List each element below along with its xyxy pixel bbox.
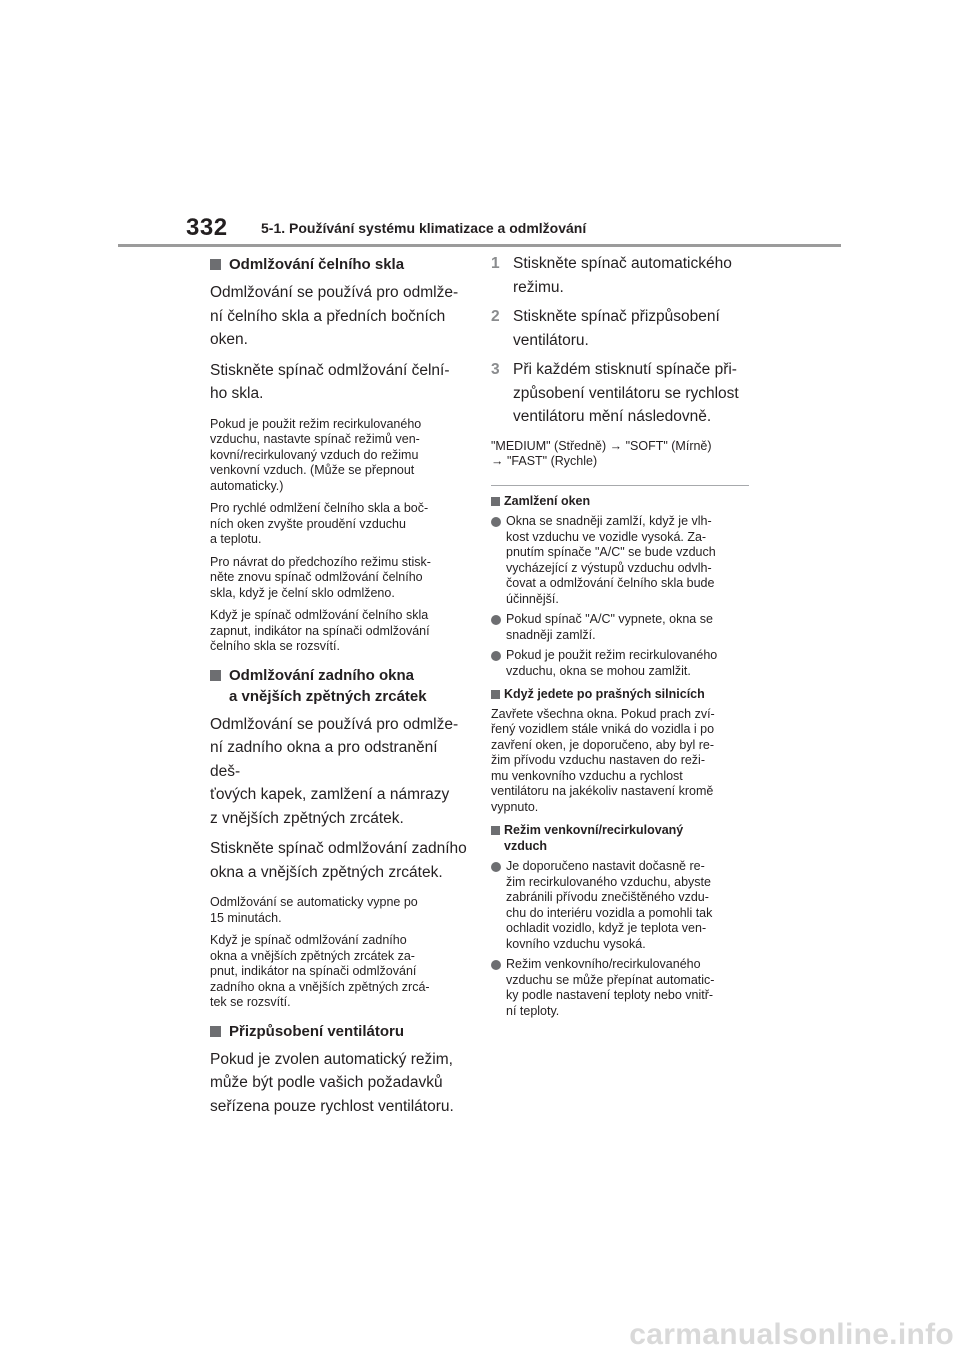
fogging-bullet-humidity: Okna se snadněji zamlží, když je vlh- kost vzduchu ve vozidle vysoká. Za- pnutím spínače "A/C" se bude vzduch vycházející z výstupů vzduchu odvlh- čovat a odmlžování čelního skla bude účinnější.	[491, 514, 753, 607]
fan-speed-sequence: "MEDIUM" (Středně) → "SOFT" (Mírně) → "FAST" (Rychle)	[491, 438, 712, 468]
windshield-defog-instruction: Stiskněte spínač odmlžování čelní- ho skla.	[210, 361, 450, 402]
windshield-defog-description: Odmlžování se používá pro odmlže- ní čelního skla a předních bočních oken.	[210, 284, 459, 348]
note-heading-air-mode: Režim venkovní/recirkulovaný vzduch	[491, 823, 753, 854]
step-1: 1 Stiskněte spínač automatického režimu.	[491, 252, 753, 299]
round-bullet-icon	[491, 651, 501, 661]
right-column	[491, 252, 753, 1019]
section-heading-rear-defog: Odmlžování zadního okna a vnějších zpětných zrcátek	[210, 665, 470, 707]
section-heading-fan-adjust: Přizpůsobení ventilátoru	[210, 1021, 470, 1042]
square-bullet-icon	[491, 497, 500, 506]
square-bullet-icon	[210, 1026, 221, 1037]
step-number: 1	[491, 255, 500, 272]
header-divider	[118, 244, 841, 247]
round-bullet-icon	[491, 960, 501, 970]
air-mode-bullet-auto-switch: Režim venkovního/recirkulovaného vzduchu se může přepínat automatic- ky podle nastavení teploty nebo vnitř- ní teploty.	[491, 957, 753, 1019]
square-bullet-icon	[491, 826, 500, 835]
page-number: 332	[186, 214, 228, 241]
windshield-note-recirculation: Pokud je použit režim recirkulovaného vzduchu, nastavte spínač režimů ven- kovní/recirkulovaný vzduch do režimu venkovní vzduch. (Může se přepnout automaticky.)	[210, 416, 422, 493]
fogging-bullet-recirculation: Pokud je použit režim recirkulovaného vzduchu, okna se mohou zamlžit.	[491, 648, 753, 679]
rear-defog-description: Odmlžování se používá pro odmlže- ní zadního okna a pro odstranění deš- ťových kapek, zamlžení a námrazy z vnějších zpětných zrcátek.	[210, 715, 459, 827]
round-bullet-icon	[491, 517, 501, 527]
step-2: 2 Stiskněte spínač přizpůsobení ventilátoru.	[491, 305, 753, 352]
windshield-note-indicator: Když je spínač odmlžování čelního skla zapnut, indikátor na spínači odmlžování čelního skla se rozsvítí.	[210, 608, 430, 653]
rear-note-auto-off: Odmlžování se automaticky vypne po 15 minutách.	[210, 895, 418, 925]
fogging-bullet-ac-off: Pokud spínač "A/C" vypnete, okna se snadněji zamlží.	[491, 612, 753, 643]
square-bullet-icon	[210, 670, 221, 681]
fan-adjust-description: Pokud je zvolen automatický režim, může být podle vašich požadavků seřízena pouze rychlost ventilátoru.	[210, 1050, 454, 1115]
rear-note-indicator: Když je spínač odmlžování zadního okna a vnějších zpětných zrcátek za- pnut, indikátor na spínači odmlžování zadního okna a vnějších zpětných zrcá- tek se rozsvítí.	[210, 933, 430, 1009]
air-mode-bullet-recommend: Je doporučeno nastavit dočasně re- žim recirkulovaného vzduchu, abyste zabránili přívodu znečištěného vzdu- chu do interiéru vozidla a pomohli tak ochladit vozidlo, když je teplota ven- kovního vzduchu vysoká.	[491, 859, 753, 952]
page-header	[0, 0, 960, 250]
notes-divider	[491, 485, 749, 486]
round-bullet-icon	[491, 615, 501, 625]
note-heading-window-fogging: Zamlžení oken	[491, 494, 753, 510]
windshield-note-return: Pro návrat do předchozího režimu stisk- něte znovu spínač odmlžování čelního skla, když je čelní sklo odmlženo.	[210, 554, 431, 600]
square-bullet-icon	[491, 690, 500, 699]
section-heading-windshield-defog: Odmlžování čelního skla	[210, 254, 470, 275]
dusty-roads-text: Zavřete všechna okna. Pokud prach zví- řený vozidlem stále vniká do vozidla i po zavření oken, je doporučeno, aby byl re- žim přívodu vzduchu nastaven do reži- mu venkovního vzduchu a rychlost ventilátoru na jakékoliv nastavení kromě vypnuto.	[491, 706, 715, 814]
round-bullet-icon	[491, 862, 501, 872]
step-number: 3	[491, 361, 500, 378]
site-watermark: carmanualsonline.info	[629, 1318, 954, 1351]
left-column	[210, 252, 470, 1118]
note-heading-dusty-roads: Když jedete po prašných silnicích	[491, 687, 753, 703]
windshield-note-quick: Pro rychlé odmlžení čelního skla a boč- ních oken zvyšte proudění vzduchu a teplotu.	[210, 501, 429, 546]
square-bullet-icon	[210, 259, 221, 270]
step-number: 2	[491, 308, 500, 325]
rear-defog-instruction: Stiskněte spínač odmlžování zadního okna a vnějších zpětných zrcátek.	[210, 840, 467, 881]
chapter-title: 5-1. Používání systému klimatizace a odmlžování	[261, 220, 587, 236]
step-3: 3 Při každém stisknutí spínače při- způsobení ventilátoru se rychlost ventilátoru mění následovně.	[491, 358, 753, 429]
